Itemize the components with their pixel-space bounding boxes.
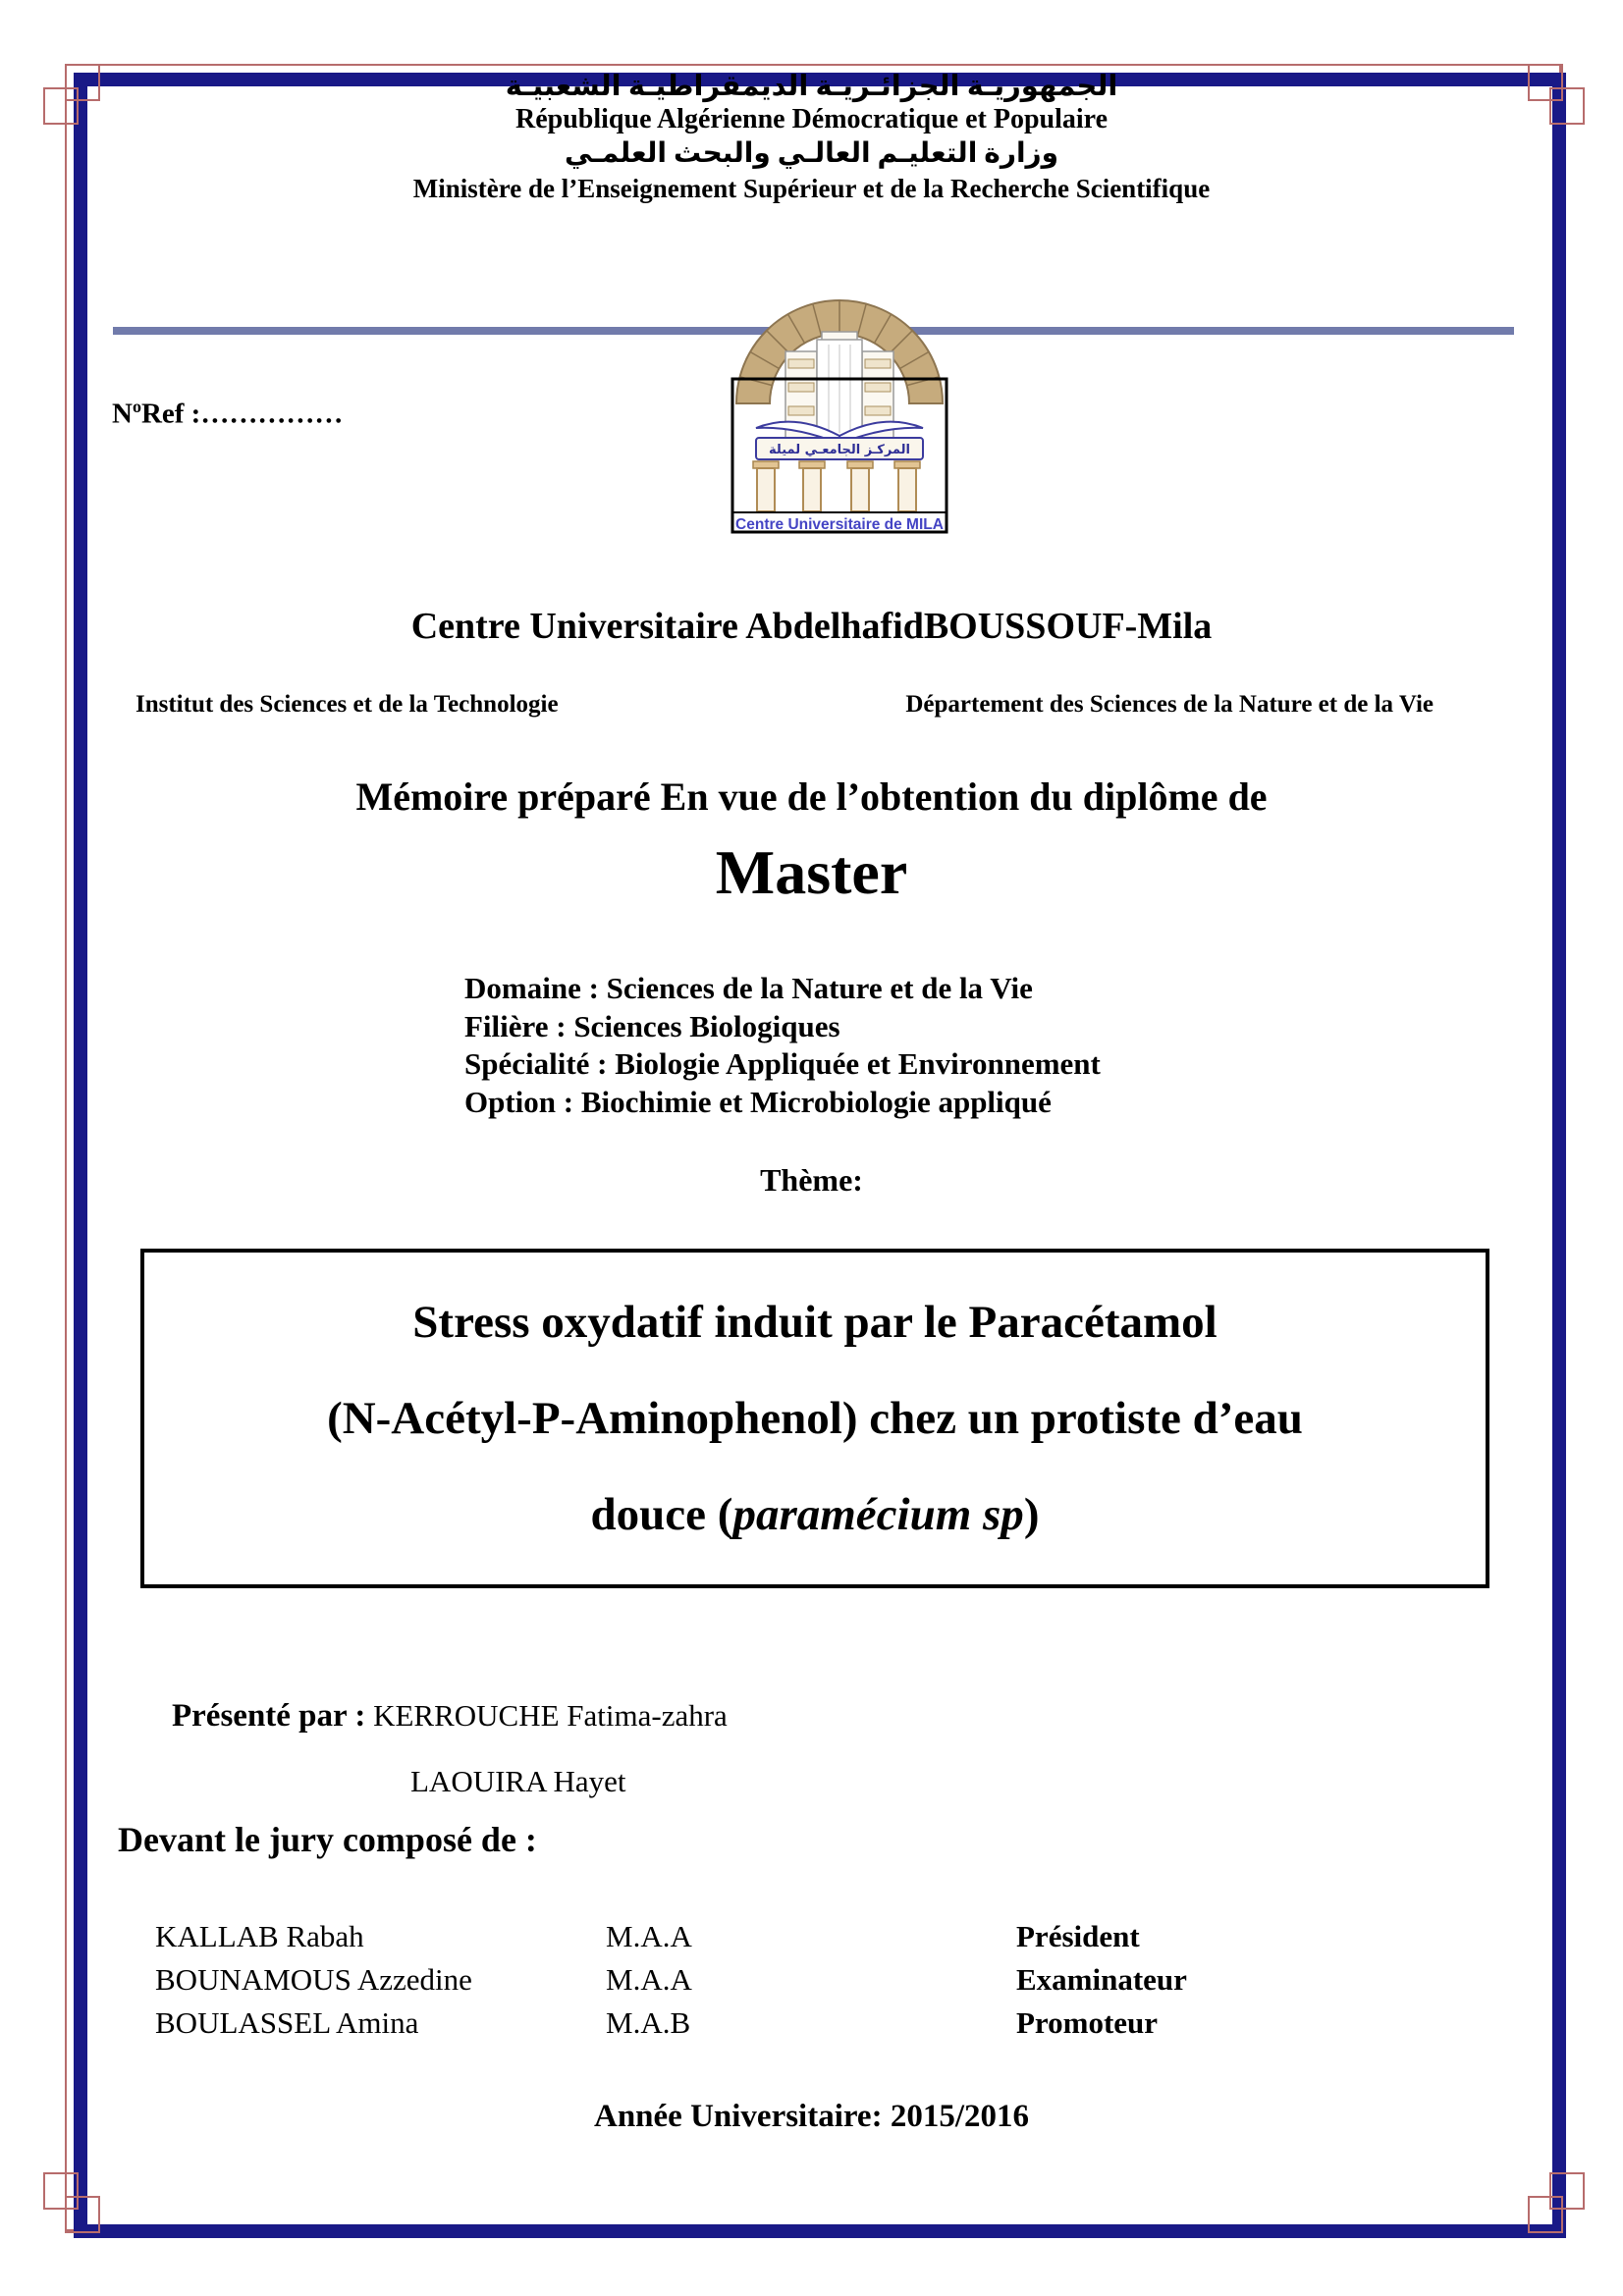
program-domaine: Domaine : Sciences de la Nature et de la Vie: [464, 971, 1033, 1005]
ministry-name-french: Ministère de l’Enseignement Supérieur et de la Recherche Scientifique: [412, 174, 1211, 203]
presenter-name-1: KERROUCHE Fatima-zahra: [373, 1698, 728, 1733]
institute-name: Institut des Sciences et de la Technologie: [135, 691, 559, 718]
logo-caption-text: Centre Universitaire de MILA: [735, 516, 944, 533]
program-option: Option : Biochimie et Microbiologie appliqué: [464, 1084, 1052, 1119]
jury-member-role: Examinateur: [1016, 1962, 1187, 1997]
thesis-title-box: [140, 1249, 1489, 1588]
university-name: Centre Universitaire AbdelhafidBOUSSOUF-Mila: [410, 606, 1213, 647]
program-filiere: Filière : Sciences Biologiques: [464, 1008, 840, 1043]
presenter-name-2: LAOUIRA Hayet: [410, 1764, 626, 1798]
jury-member-role: Promoteur: [1016, 2005, 1159, 2040]
program-specialite: Spécialité : Biologie Appliquée et Environnement: [464, 1046, 1101, 1081]
university-logo: [727, 291, 952, 538]
thesis-title-line3-suffix: ): [1023, 1489, 1040, 1540]
noref-prefix: N: [112, 398, 133, 430]
jury-member-grade: M.A.A: [606, 1919, 692, 1953]
corner-ornament-bottom-right-2: [1549, 2172, 1585, 2210]
republic-name-arabic: الجمهوريـة الجزائـريـة الديمقراطيـة الشعبيـة: [505, 71, 1118, 102]
thesis-title-line3-prefix: douce (: [590, 1489, 733, 1540]
presented-by-label: Présenté par :: [172, 1698, 366, 1734]
jury-member-name: BOUNAMOUS Azzedine: [155, 1962, 472, 1997]
noref-sup: o: [132, 397, 141, 416]
theme-label: Thème:: [760, 1162, 863, 1198]
thesis-title-line1: Stress oxydatif induit par le Paracétamol: [412, 1297, 1217, 1348]
jury-row: [155, 2005, 1432, 2049]
republic-name-french: République Algérienne Démocratique et Populaire: [515, 104, 1108, 134]
reference-number-field: [112, 397, 343, 431]
department-name: Département des Sciences de la Nature et de la Vie: [905, 691, 1434, 718]
logo-columns: [753, 461, 920, 511]
memoire-line: Mémoire préparé En vue de l’obtention du diplôme de: [355, 774, 1268, 819]
jury-member-grade: M.A.A: [606, 1962, 692, 1997]
jury-member-grade: M.A.B: [606, 2005, 691, 2040]
jury-row: [155, 1962, 1432, 2005]
thesis-title-line2: (N-Acétyl-P-Aminophenol) chez un protiste d’eau: [327, 1393, 1303, 1444]
noref-rest: Ref :……………: [140, 398, 344, 430]
academic-year: Année Universitaire: 2015/2016: [593, 2099, 1029, 2134]
institute-department-row: [135, 691, 1434, 719]
logo-banner-arabic-text: المركـز الجامعـي لميلة: [769, 443, 910, 457]
jury-member-name: KALLAB Rabah: [155, 1919, 364, 1953]
presented-by-line: [172, 1698, 728, 1735]
jury-table: [155, 1919, 1432, 2049]
thesis-title-line3: [144, 1488, 1486, 1541]
jury-member-role: Président: [1016, 1919, 1140, 1953]
thesis-title-species-italic: paramécium sp: [732, 1489, 1024, 1540]
program-details: [464, 970, 1101, 1121]
jury-row: [155, 1919, 1432, 1962]
jury-member-name: BOULASSEL Amina: [155, 2005, 419, 2040]
jury-heading: Devant le jury composé de :: [118, 1820, 537, 1859]
ministry-name-arabic: وزارة التعليـم العالـي والبحث العلمـي: [564, 138, 1059, 169]
corner-ornament-bottom-left-2: [43, 2172, 79, 2210]
degree-name: Master: [715, 837, 908, 907]
